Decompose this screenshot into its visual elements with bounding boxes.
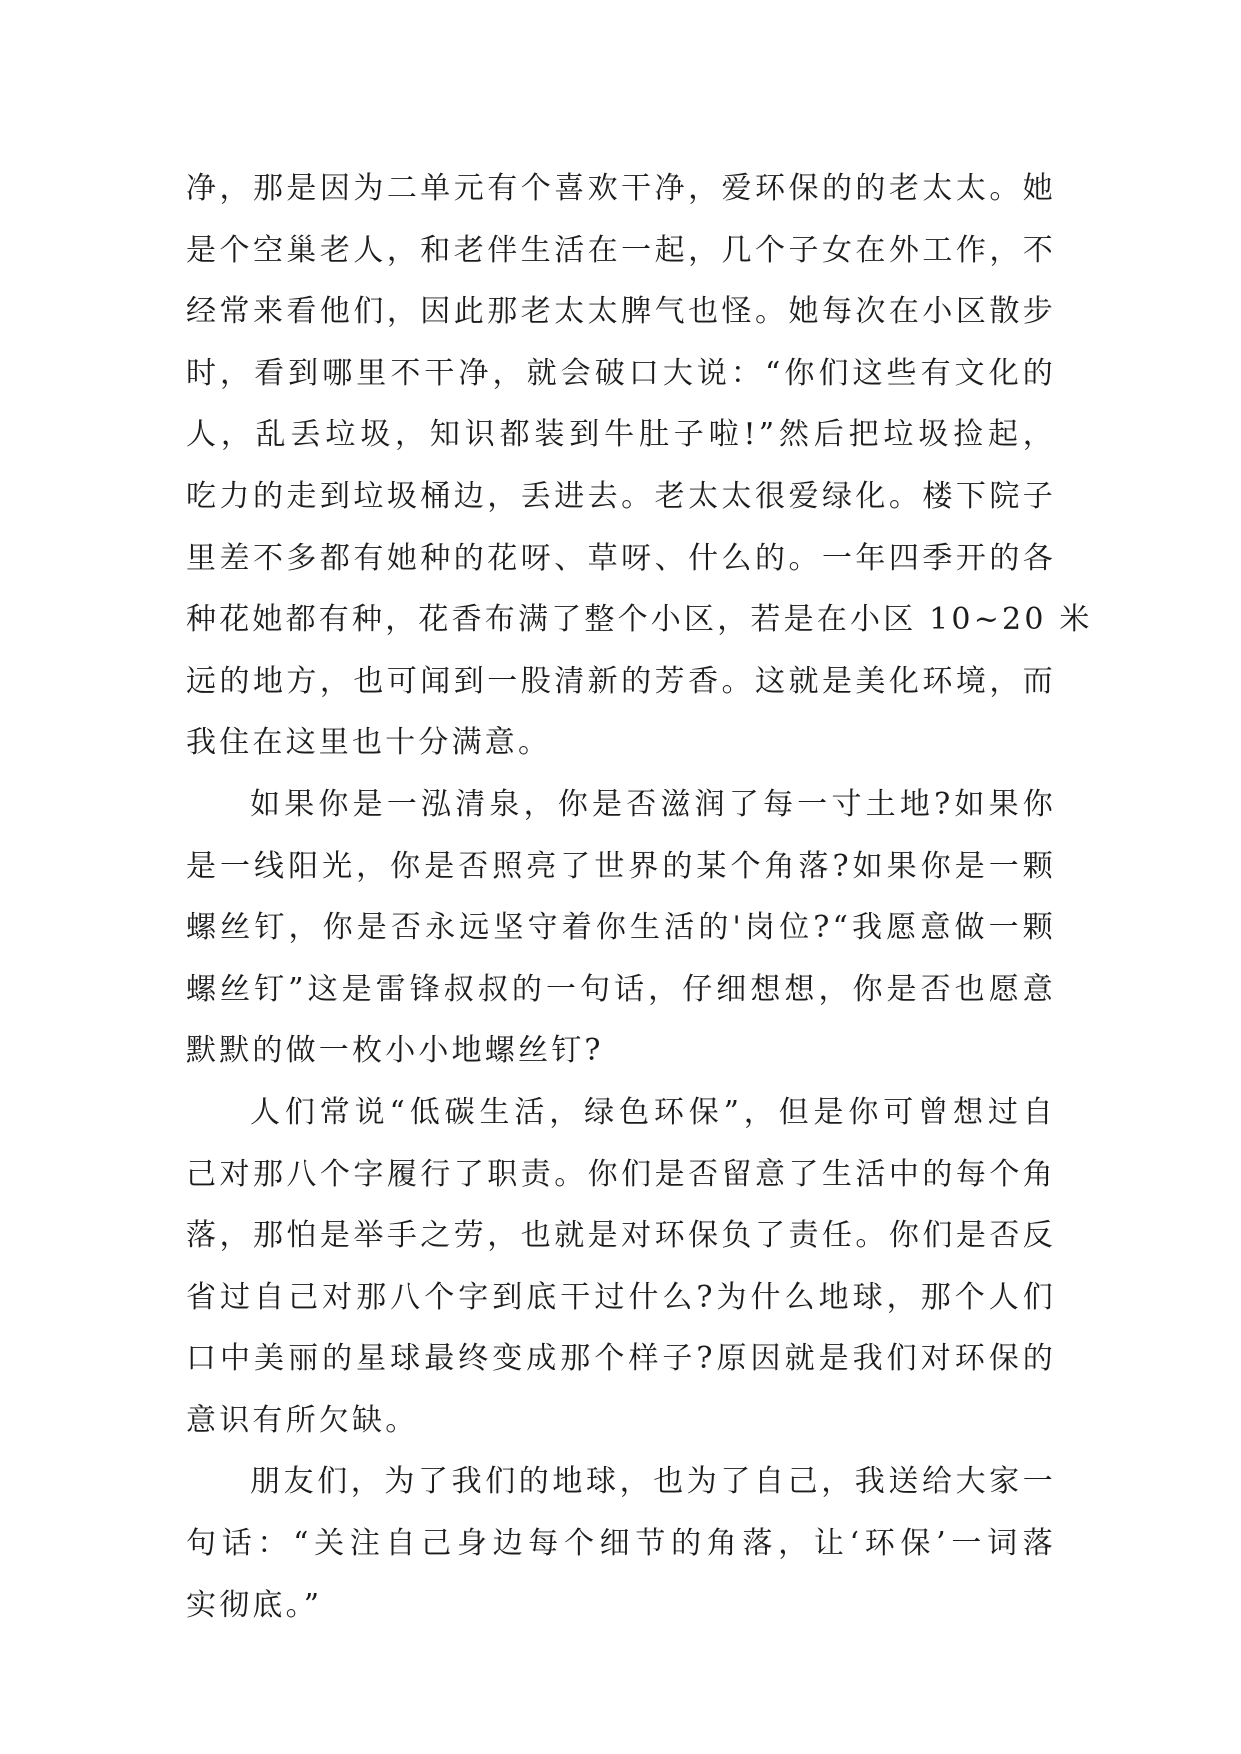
text-line: 种花她都有种，花香布满了整个小区，若是在小区 10~20 米 — [186, 602, 1093, 638]
text-line: 我住在这里也十分满意。 — [186, 725, 552, 761]
text-line: 己对那八个字履行了职责。你们是否留意了生活中的每个角 — [186, 1156, 1056, 1192]
text-line: 净，那是因为二单元有个喜欢干净，爱环保的的老太太。她 — [186, 171, 1056, 206]
paragraph — [186, 1082, 1056, 1452]
document-body — [186, 158, 1093, 1636]
text-line: 是个空巢老人，和老伴生活在一起，几个子女在外工作，不 — [186, 232, 1056, 268]
text-line: 如果你是一泓清泉，你是否滋润了每一寸土地?如果你 — [250, 786, 1056, 822]
text-line: 实彻底。” — [186, 1587, 323, 1623]
text-line: 意识有所欠缺。 — [186, 1402, 419, 1438]
text-line: 螺丝钉”这是雷锋叔叔的一句话，仔细想想，你是否也愿意 — [186, 971, 1056, 1007]
text-line: 里差不多都有她种的花呀、草呀、什么的。一年四季开的各 — [186, 540, 1056, 576]
text-line: 是一线阳光，你是否照亮了世界的某个角落?如果你是一颗 — [186, 848, 1056, 884]
text-line: 吃力的走到垃圾桶边，丢进去。老太太很爱绿化。楼下院子 — [186, 478, 1056, 514]
text-line: 口中美丽的星球最终变成那个样子?原因就是我们对环保的 — [186, 1341, 1056, 1377]
text-line: 时，看到哪里不干净，就会破口大说：“你们这些有文化的 — [186, 355, 1056, 391]
paragraph — [186, 158, 1093, 774]
text-line: 人们常说“低碳生活，绿色环保”，但是你可曾想过自 — [250, 1094, 1056, 1130]
text-line: 省过自己对那八个字到底干过什么?为什么地球，那个人们 — [186, 1279, 1056, 1315]
paragraph — [186, 774, 1056, 1082]
text-line: 落，那怕是举手之劳，也就是对环保负了责任。你们是否反 — [186, 1218, 1056, 1254]
text-line: 句话：“关注自己身边每个细节的角落，让‘环保’一词落 — [186, 1526, 1056, 1562]
text-line: 螺丝钉，你是否永远坚守着你生活的'岗位?“我愿意做一颗 — [186, 910, 1056, 946]
text-line: 人，乱丢垃圾，知识都装到牛肚子啦!”然后把垃圾捡起， — [186, 417, 1056, 453]
text-line: 经常来看他们，因此那老太太脾气也怪。她每次在小区散步 — [186, 294, 1056, 330]
text-line: 默默的做一枚小小地螺丝钉? — [186, 1033, 604, 1069]
paragraph — [186, 1451, 1056, 1636]
text-line: 朋友们，为了我们的地球，也为了自己，我送给大家一 — [250, 1464, 1056, 1500]
text-line: 远的地方，也可闻到一股清新的芳香。这就是美化环境，而 — [186, 663, 1056, 699]
